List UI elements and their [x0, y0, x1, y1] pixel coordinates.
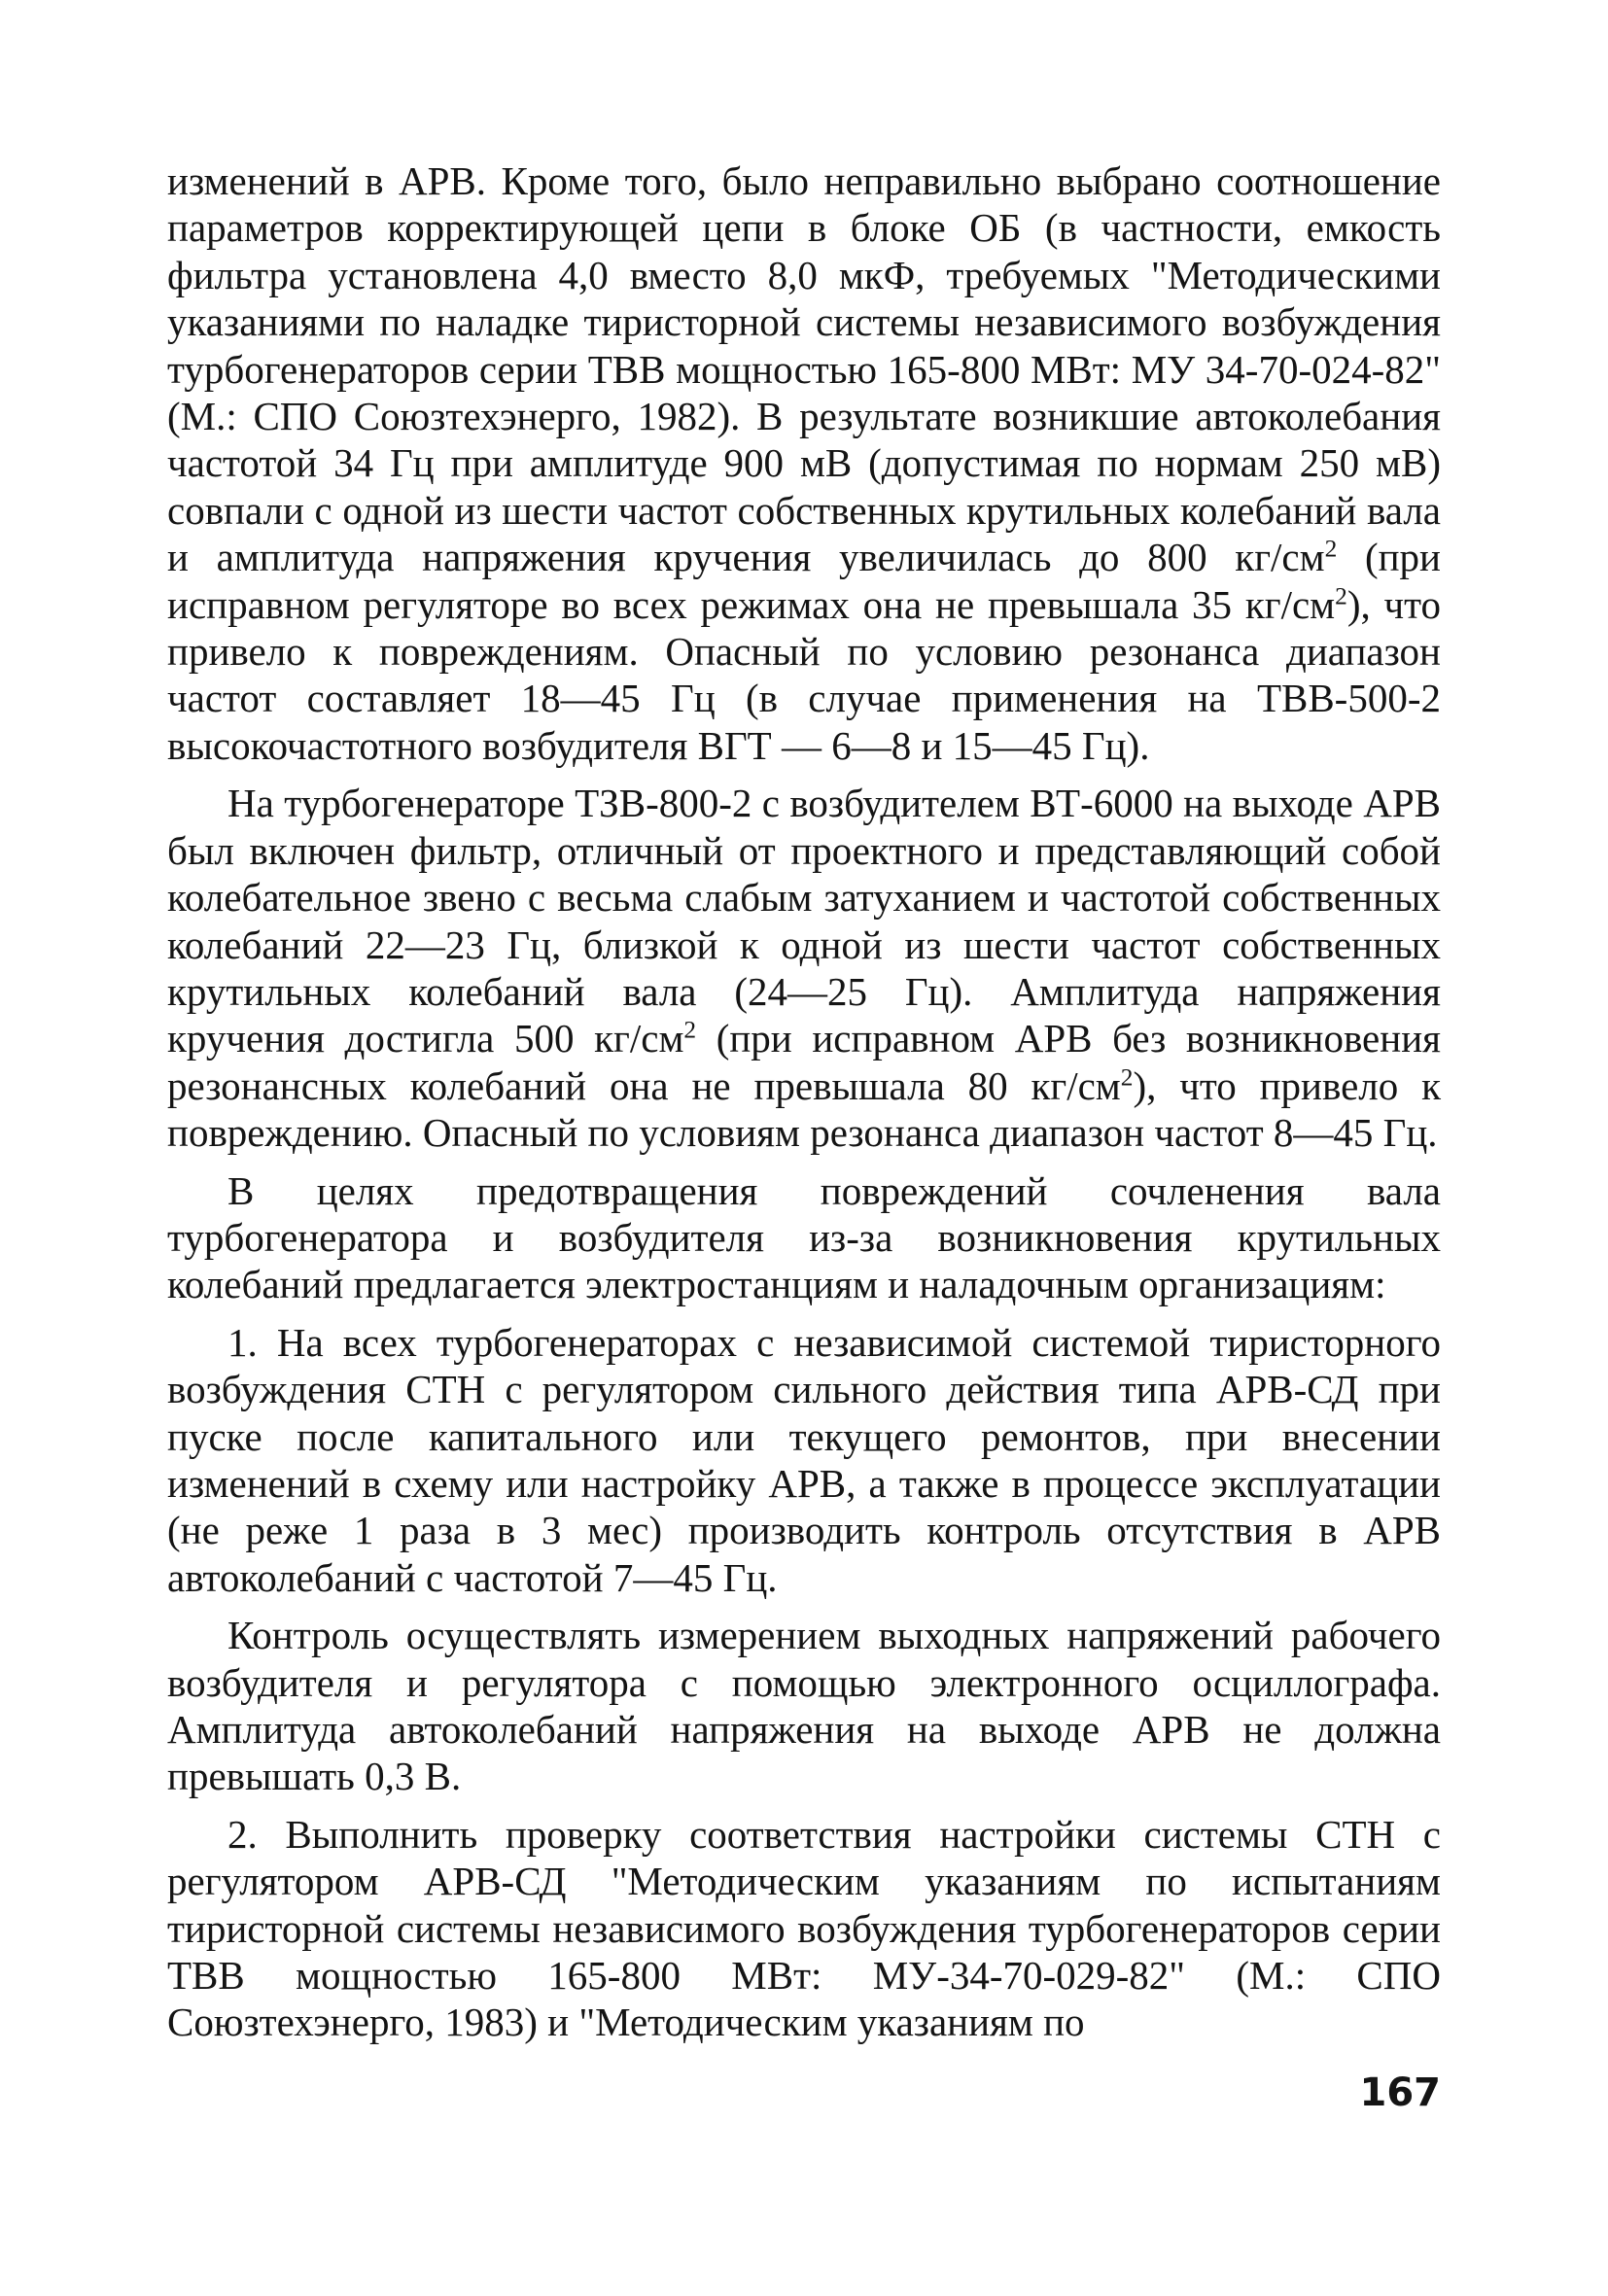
paragraph-item-2: 2. Выполнить проверку соответствия настройки системы СТН с регулятором АРВ-СД "Методическим указаниям по испытаниям тиристорной системы независимого возбуждения турбогенераторов серии ТВВ мощностью 165-800 МВт: МУ-34-70-029-82" (М.: СПО Союзтехэнерго, 1983) и "Методическим указаниям по [167, 1811, 1441, 2045]
paragraph-tzv-800: На турбогенераторе ТЗВ-800-2 с возбудителем ВТ-6000 на выходе АРВ был включен фильтр, отличный от проектного и представляющий собой колебательное звено с весьма слабым затуханием и частотой собственных колебаний 22—23 Гц, близкой к одной из шести частот собственных крутильных колебаний вала (24—25 Гц). Амплитуда напряжения кручения достигла 500 $кг/см^2$ (при исправном АРВ без возникновения резонансных колебаний она не превышала 80 $кг/см^2$), что привело к повреждению. Опасный по условиям резонанса диапазон частот 8—45 Гц. [167, 781, 1442, 1156]
paragraph-item-1: 1. На всех турбогенераторах с независимой системой тиристорного возбуждения СТН с регулятором сильного действия типа АРВ-СД при пуске после капитального или текущего ремонтов, при внесении изменений в схему или настройку АРВ, а также в процессе эксплуатации (не реже 1 раза в 3 мес) производить контроль отсутствия в АРВ автоколебаний с частотой 7—45 Гц. [167, 1319, 1441, 1600]
paragraph-continuation: изменений в АРВ. Кроме того, было неправильно выбрано соотношение параметров корректирующей цепи в блоке ОБ (в частности, емкость фильтра установлена 4,0 вместо 8,0 мкФ, требуемых "Методическими указаниями по наладке тиристорной системы независимого возбуждения турбогенераторов серии ТВВ мощностью 165-800 МВт: МУ 34-70-024-82" (М.: СПО Союзтехэнерго, 1982). В результате возникшие автоколебания частотой 34 Гц при амплитуде 900 мВ (допустимая по нормам 250 мВ) совпали с одной из шести частот собственных крутильных колебаний вала и амплитуда напряжения кручения увеличилась до 800 $кг/см^2$ (при исправном регуляторе во всех режимах она не превышала 35 $кг/см^2$), что привело к повреждениям. Опасный по условию резонанса диапазон частот составляет 18—45 Гц (в случае применения на ТВВ-500-2 высокочастотного возбудителя ВГТ — 6—8 и 15—45 Гц). [167, 158, 1441, 768]
page-body [167, 157, 1441, 2046]
paragraph-prevention-intro: В целях предотвращения повреждений сочленения вала турбогенератора и возбудителя из-за возникновения крутильных колебаний предлагается электростанциям и наладочным организациям: [167, 1167, 1441, 1307]
page-number: 167 [1359, 2070, 1441, 2115]
paragraph-control: Контроль осуществлять измерением выходных напряжений рабочего возбудителя и регулятора с помощью электронного осциллографа. Амплитуда автоколебаний напряжения на выходе АРВ не должна превышать 0,3 В. [167, 1613, 1441, 1799]
